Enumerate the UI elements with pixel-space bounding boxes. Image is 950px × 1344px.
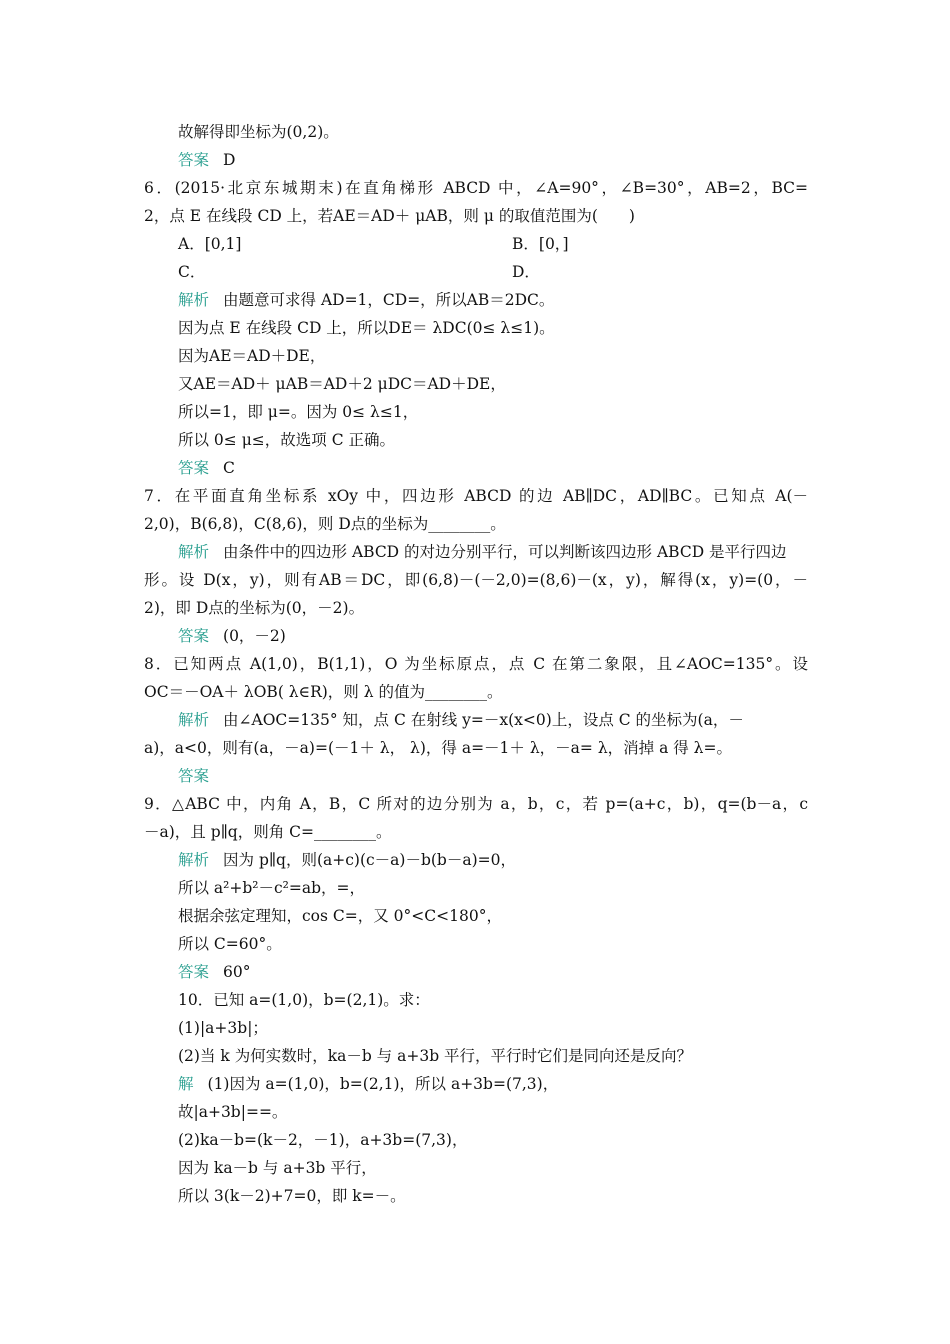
- text-line: 根据余弦定理知，cos C=，又 0°<C<180°，: [178, 907, 502, 925]
- analysis-tag: 解析: [178, 291, 210, 309]
- answer-line: 答案 C: [178, 459, 235, 477]
- analysis-line: 解析 由条件中的四边形 ABCD 的对边分别平行，可以判断该四边形 ABCD 是平行四边: [178, 543, 787, 561]
- solution-tag: 解: [178, 1075, 194, 1093]
- text-line: 因为 ka－b 与 a+3b 平行，: [178, 1159, 377, 1177]
- options-line: [178, 234, 778, 254]
- text-line: 又AE＝AD＋ μAB＝AD＋2 μDC＝AD＋DE，: [178, 375, 506, 393]
- answer-tag: 答案: [178, 151, 210, 169]
- text-line: 所以 a²+b²－c²=ab，=，: [178, 879, 366, 897]
- answer-line: [178, 766, 223, 786]
- analysis-tag: 解析: [178, 851, 210, 869]
- analysis-line: 解析 因为 p∥q，则(a+c)(c－a)－b(b－a)=0，: [178, 851, 516, 869]
- analysis-tag: 解析: [178, 543, 210, 561]
- option-d: D．: [512, 263, 540, 281]
- text-line: 所以 3(k－2)+7=0，即 k=－。: [178, 1187, 406, 1205]
- text-line: 因为AE＝AD＋DE，: [178, 347, 326, 365]
- answer-line: 答案 (0，－2): [178, 627, 286, 645]
- option-a: A．[0,1]: [178, 235, 242, 253]
- analysis-line: 解析 由∠AOC=135° 知，点 C 在射线 y=－x(x<0)上，设点 C 的坐标为(a，－: [178, 711, 744, 729]
- text-line: 2，点 E 在线段 CD 上，若AE＝AD＋ μAB，则 μ 的取值范围为( ): [144, 207, 635, 225]
- text-line: 所以 C=60°。: [178, 935, 282, 953]
- text-line: OC＝－OA＋ λOB( λ∈R)，则 λ 的值为________。: [144, 683, 503, 701]
- text-line: －a)，且 p∥q，则角 C=________。: [144, 823, 392, 841]
- text-line: (2)当 k 为何实数时，ka－b 与 a+3b 平行，平行时它们是同向还是反向？: [178, 1047, 693, 1065]
- solution-line: 解 (1)因为 a=(1,0)，b=(2,1)，所以 a+3b=(7,3)，: [178, 1075, 559, 1093]
- text-line: 所以 0≤ μ≤，故选项 C 正确。: [178, 431, 395, 449]
- answer-line: 答案 60°: [178, 963, 251, 981]
- text-line: 2)，即 D点的坐标为(0，－2)。: [144, 599, 365, 617]
- text-line: (2)ka－b=(k－2，－1)，a+3b=(7,3)，: [178, 1131, 468, 1149]
- text-line: 因为点 E 在线段 CD 上，所以DE＝ λDC(0≤ λ≤1)。: [178, 319, 555, 337]
- analysis-tag: 解析: [178, 711, 210, 729]
- question-10-line: 10．已知 a=(1,0)，b=(2,1)。求：: [178, 991, 430, 1009]
- answer-tag: 答案: [178, 459, 210, 477]
- text-line: 所以=1，即 μ=。因为 0≤ λ≤1，: [178, 403, 419, 421]
- text-line: 形。设 D(x，y)，则有AB＝DC，即(6,8)－(－2,0)=(8,6)－(x，y)，解得(x，y)=(0，－: [144, 571, 808, 589]
- text-line: (1)|a+3b|；: [178, 1019, 268, 1037]
- question-9-line: 9．△ABC 中，内角 A，B，C 所对的边分别为 a，b，c，若 p=(a+c，b)，q=(b－a，c: [144, 795, 808, 813]
- options-line: [178, 262, 778, 282]
- analysis-line: 解析 由题意可求得 AD=1，CD=，所以AB＝2DC。: [178, 291, 555, 309]
- option-b: B．[0，]: [512, 235, 569, 253]
- answer-tag: 答案: [178, 767, 210, 785]
- answer-tag: 答案: [178, 963, 210, 981]
- text-line: 故|a+3b|==。: [178, 1103, 288, 1121]
- option-c: C．: [178, 263, 206, 281]
- question-7-line: 7．在平面直角坐标系 xOy 中，四边形 ABCD 的边 AB∥DC，AD∥BC。已知点 A(－: [144, 487, 808, 505]
- question-8-line: 8．已知两点 A(1,0)，B(1,1)，O 为坐标原点，点 C 在第二象限，且∠AOC=135°。设: [144, 655, 808, 673]
- answer-line: 答案 D: [178, 151, 236, 169]
- text-line: 故解得即坐标为(0,2)。: [178, 123, 339, 141]
- text-line: 2,0)，B(6,8)，C(8,6)，则 D点的坐标为________。: [144, 515, 506, 533]
- text-line: a)，a<0，则有(a，－a)=(－1＋ λ， λ)，得 a=－1＋ λ，－a= λ，消掉 a 得 λ=。: [144, 739, 732, 757]
- question-6-line: 6．(2015·北京东城期末)在直角梯形 ABCD 中，∠A=90°，∠B=30°，AB=2，BC=: [144, 179, 808, 197]
- answer-tag: 答案: [178, 627, 210, 645]
